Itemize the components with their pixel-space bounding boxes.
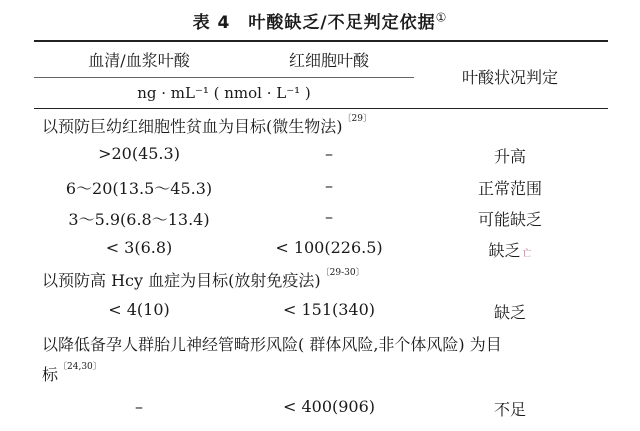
cell-status: 缺乏 xyxy=(493,303,526,322)
section-label-continued xyxy=(42,362,102,385)
section-label-text: 以预防高 Hcy 血症为目标(放射免疫法) xyxy=(42,271,321,290)
section-reference: 〔24,30〕 xyxy=(58,362,102,372)
section-label-text: 以预防巨幼红细胞性贫血为目标(微生物法) xyxy=(42,117,343,136)
top-rule xyxy=(34,40,608,42)
cell-serum: – xyxy=(135,397,143,416)
cell-serum: >20(45.3) xyxy=(98,144,180,163)
table-title-text: 表 4 叶酸缺乏/不足判定依据 xyxy=(192,13,436,33)
section-label: 以降低备孕人群胎儿神经管畸形风险( 群体风险,非个体风险) 为目 xyxy=(42,335,502,354)
cell-serum: < 3(6.8) xyxy=(105,238,173,257)
section-label xyxy=(42,268,365,291)
cell-status: 升高 xyxy=(493,147,526,166)
header-bottom-rule xyxy=(34,108,608,109)
cell-rbc: – xyxy=(325,144,333,163)
table-title xyxy=(0,8,640,33)
table-title-note: ① xyxy=(435,10,448,25)
cell-status: 正常范围 xyxy=(477,179,542,198)
section-label xyxy=(42,114,372,137)
cell-serum: < 4(10) xyxy=(108,300,170,319)
cell-serum: 3～5.9(6.8～13.4) xyxy=(68,210,210,229)
section-reference: 〔29〕 xyxy=(342,114,372,124)
header-unit: ng · mL⁻¹ ( nmol · L⁻¹ ) xyxy=(137,84,311,102)
cell-rbc: < 151(340) xyxy=(282,300,376,319)
section-reference: 〔29-30〕 xyxy=(320,268,365,278)
cell-status: 可能缺乏 xyxy=(477,210,542,229)
cell-status: 不足 xyxy=(493,400,526,419)
cell-serum: 6～20(13.5～45.3) xyxy=(65,179,213,198)
cell-status xyxy=(410,238,610,261)
header-serum-folate: 血清/血浆叶酸 xyxy=(88,51,190,70)
handwritten-mark: 亡 xyxy=(522,249,532,259)
cell-status-text: 缺乏 xyxy=(488,241,521,260)
cell-rbc: < 400(906) xyxy=(282,397,376,416)
header-sub-rule xyxy=(34,77,414,78)
header-status: 叶酸状况判定 xyxy=(461,68,558,87)
header-rbc-folate: 红细胞叶酸 xyxy=(288,51,369,70)
cell-rbc: – xyxy=(325,176,333,195)
cell-rbc: < 100(226.5) xyxy=(275,238,383,257)
cell-rbc: – xyxy=(325,207,333,226)
section-label-cont-text: 标 xyxy=(42,365,59,384)
